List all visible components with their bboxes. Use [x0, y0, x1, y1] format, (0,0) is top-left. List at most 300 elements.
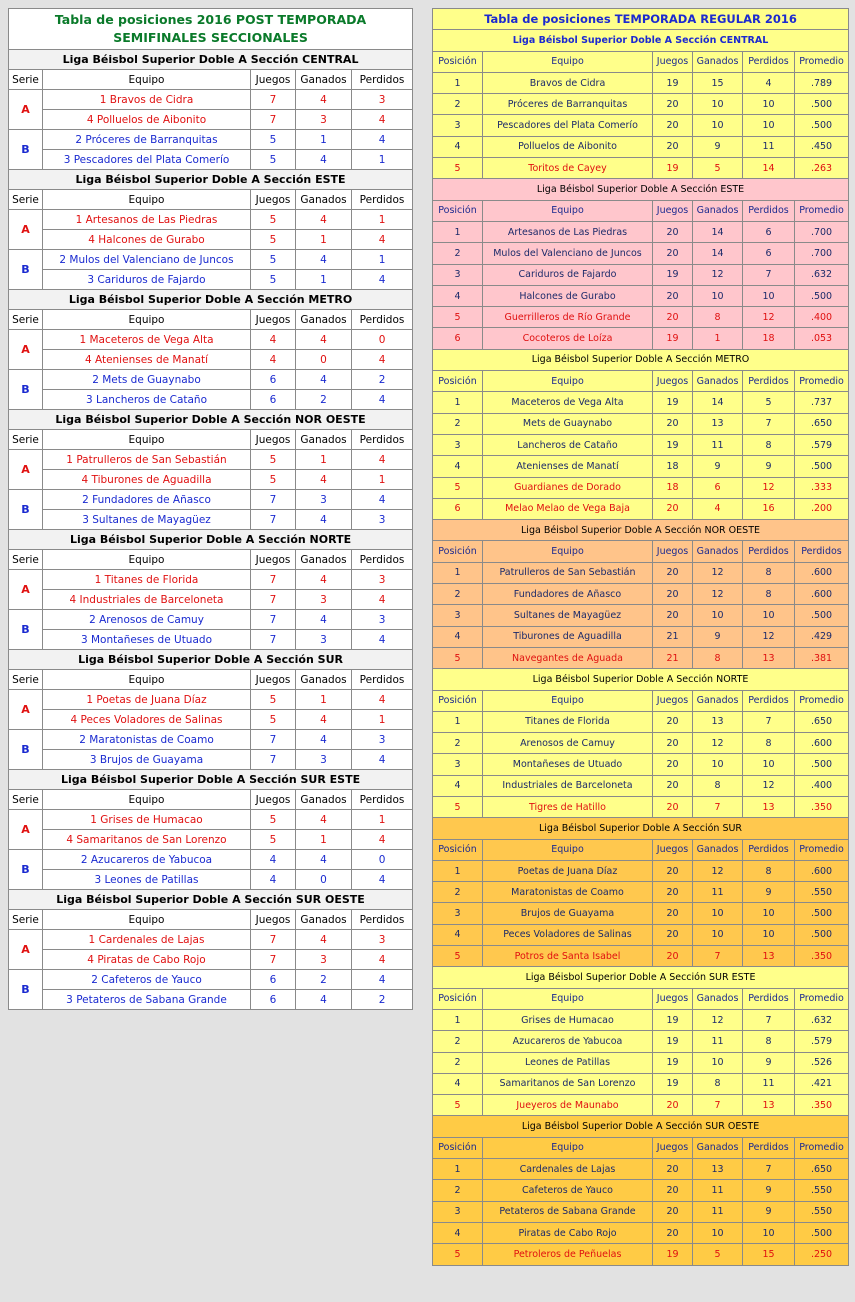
table-row [433, 754, 849, 775]
table-row [9, 270, 413, 290]
column-header: Ganados [296, 790, 352, 810]
stat-cell: 9 [743, 1180, 795, 1201]
stat-cell: .600 [795, 584, 849, 605]
team-name: Cariduros de Fajardo [483, 264, 653, 285]
stat-cell: 4 [296, 730, 352, 750]
stat-cell: 6 [693, 477, 743, 498]
stat-cell: 2 [296, 970, 352, 990]
stat-cell: 4 [433, 1222, 483, 1243]
stat-cell: 1 [433, 392, 483, 413]
stat-cell: 20 [653, 882, 693, 903]
stat-cell: 21 [653, 647, 693, 668]
stat-cell: 11 [743, 136, 795, 157]
stat-cell: .450 [795, 136, 849, 157]
stat-cell: 4 [352, 830, 413, 850]
stat-cell: .579 [795, 434, 849, 455]
column-header: Ganados [296, 550, 352, 570]
stat-cell: 8 [693, 1073, 743, 1094]
stat-cell: 2 [433, 94, 483, 115]
team-name: 1 Poetas de Juana Díaz [43, 690, 251, 710]
stat-cell: 7 [251, 730, 296, 750]
stat-cell: 5 [251, 470, 296, 490]
table-row [433, 584, 849, 605]
stat-cell: 2 [352, 370, 413, 390]
team-name: 1 Maceteros de Vega Alta [43, 330, 251, 350]
stat-cell: 20 [653, 1222, 693, 1243]
column-header: Promedio [795, 371, 849, 392]
column-header: Perdidos [743, 200, 795, 221]
stat-cell: 13 [743, 796, 795, 817]
team-name: 1 Cardenales de Lajas [43, 930, 251, 950]
stat-cell: .350 [795, 796, 849, 817]
table-row [433, 882, 849, 903]
team-name: Poetas de Juana Díaz [483, 860, 653, 881]
stat-cell: .650 [795, 413, 849, 434]
column-header-row [9, 790, 413, 810]
column-header-row [433, 1137, 849, 1158]
team-name: Pescadores del Plata Comerío [483, 115, 653, 136]
regular-season-title: Tabla de posiciones TEMPORADA REGULAR 2016 [433, 9, 849, 30]
table-row [9, 490, 413, 510]
stat-cell: 18 [743, 328, 795, 349]
team-name: Artesanos de Las Piedras [483, 221, 653, 242]
stat-cell: 4 [296, 150, 352, 170]
stat-cell: 3 [296, 490, 352, 510]
stat-cell: 6 [251, 970, 296, 990]
serie-label: B [9, 610, 43, 650]
column-header: Juegos [653, 51, 693, 72]
team-name: 4 Halcones de Gurabo [43, 230, 251, 250]
column-header-row [433, 839, 849, 860]
stat-cell: 18 [653, 456, 693, 477]
stat-cell: 20 [653, 860, 693, 881]
stat-cell: 19 [653, 1073, 693, 1094]
team-name: Cocoteros de Loíza [483, 328, 653, 349]
column-header: Equipo [483, 839, 653, 860]
column-header: Promedio [795, 839, 849, 860]
column-header: Perdidos [352, 70, 413, 90]
stat-cell: 3 [296, 590, 352, 610]
stat-cell: 20 [653, 796, 693, 817]
section-title-row [433, 818, 849, 839]
column-header: Juegos [653, 988, 693, 1009]
stat-cell: 4 [352, 750, 413, 770]
stat-cell: 20 [653, 1095, 693, 1116]
column-header: Posición [433, 541, 483, 562]
stat-cell: 20 [653, 1180, 693, 1201]
stat-cell: 7 [251, 950, 296, 970]
column-header-row [9, 70, 413, 90]
column-header: Juegos [653, 541, 693, 562]
table-row [9, 250, 413, 270]
table-row [433, 94, 849, 115]
stat-cell: 12 [693, 264, 743, 285]
table-row [9, 510, 413, 530]
column-header: Promedio [795, 200, 849, 221]
stat-cell: .500 [795, 924, 849, 945]
team-name: 2 Cafeteros de Yauco [43, 970, 251, 990]
stat-cell: 1 [693, 328, 743, 349]
column-header: Equipo [43, 910, 251, 930]
column-header: Equipo [43, 550, 251, 570]
stat-cell: .350 [795, 1095, 849, 1116]
stat-cell: 4 [296, 510, 352, 530]
column-header: Posición [433, 839, 483, 860]
column-header: Serie [9, 430, 43, 450]
table-row [433, 1095, 849, 1116]
team-name: 3 Brujos de Guayama [43, 750, 251, 770]
stat-cell: 8 [743, 860, 795, 881]
stat-cell: .500 [795, 1222, 849, 1243]
section-title-row [433, 30, 849, 51]
table-row [433, 796, 849, 817]
stat-cell: 20 [653, 285, 693, 306]
section-title-row [9, 410, 413, 430]
column-header: Juegos [251, 670, 296, 690]
stat-cell: 4 [296, 370, 352, 390]
table-row [9, 390, 413, 410]
table-row [9, 850, 413, 870]
stat-cell: 13 [743, 946, 795, 967]
stat-cell: 12 [743, 775, 795, 796]
column-header: Equipo [43, 790, 251, 810]
team-name: 3 Sultanes de Mayagüez [43, 510, 251, 530]
stat-cell: 20 [653, 221, 693, 242]
table-row [433, 221, 849, 242]
team-name: 1 Patrulleros de San Sebastián [43, 450, 251, 470]
stat-cell: .400 [795, 307, 849, 328]
postseason-table [8, 8, 413, 1010]
stat-cell: 5 [251, 230, 296, 250]
section-title-row [433, 1116, 849, 1137]
stat-cell: 6 [251, 990, 296, 1010]
stat-cell: 5 [433, 1095, 483, 1116]
serie-label: A [9, 930, 43, 970]
column-header: Posición [433, 1137, 483, 1158]
stat-cell: .526 [795, 1052, 849, 1073]
stat-cell: 4 [352, 630, 413, 650]
stat-cell: 1 [296, 450, 352, 470]
team-name: Tigres de Hatillo [483, 796, 653, 817]
table-row [9, 90, 413, 110]
stat-cell: 2 [433, 882, 483, 903]
stat-cell: 3 [352, 730, 413, 750]
column-header: Ganados [693, 988, 743, 1009]
stat-cell: 10 [693, 1052, 743, 1073]
stat-cell: 14 [693, 221, 743, 242]
section-title: Liga Béisbol Superior Doble A Sección SUR ESTE [9, 770, 413, 790]
stat-cell: 7 [743, 1009, 795, 1030]
stat-cell: 7 [251, 490, 296, 510]
column-header: Equipo [483, 200, 653, 221]
stat-cell: 4 [296, 990, 352, 1010]
stat-cell: 4 [296, 570, 352, 590]
stat-cell: 19 [653, 1031, 693, 1052]
table-row [9, 150, 413, 170]
column-header: Posición [433, 371, 483, 392]
column-header: Serie [9, 670, 43, 690]
stat-cell: 20 [653, 711, 693, 732]
stat-cell: 4 [296, 610, 352, 630]
stat-cell: 1 [352, 150, 413, 170]
stat-cell: 9 [743, 882, 795, 903]
stat-cell: 20 [653, 413, 693, 434]
column-header: Juegos [251, 430, 296, 450]
stat-cell: 11 [693, 434, 743, 455]
table-row [9, 610, 413, 630]
stat-cell: 11 [693, 1180, 743, 1201]
stat-cell: 6 [251, 370, 296, 390]
stat-cell: 20 [653, 775, 693, 796]
team-name: 3 Leones de Patillas [43, 870, 251, 890]
stat-cell: 1 [352, 810, 413, 830]
team-name: Maceteros de Vega Alta [483, 392, 653, 413]
stat-cell: 10 [693, 285, 743, 306]
table-row [433, 392, 849, 413]
stat-cell: 4 [296, 90, 352, 110]
column-header: Juegos [251, 790, 296, 810]
team-name: 2 Mulos del Valenciano de Juncos [43, 250, 251, 270]
team-name: Azucareros de Yabucoa [483, 1031, 653, 1052]
stat-cell: 5 [433, 1244, 483, 1265]
stat-cell: .737 [795, 392, 849, 413]
column-header: Equipo [483, 541, 653, 562]
stat-cell: 1 [296, 270, 352, 290]
stat-cell: 15 [743, 1244, 795, 1265]
column-header: Perdidos [352, 430, 413, 450]
team-name: Tiburones de Aguadilla [483, 626, 653, 647]
stat-cell: 0 [352, 330, 413, 350]
stat-cell: 4 [433, 924, 483, 945]
stat-cell: .789 [795, 72, 849, 93]
section-title-row [433, 179, 849, 200]
stat-cell: .429 [795, 626, 849, 647]
stat-cell: 3 [352, 610, 413, 630]
stat-cell: 1 [352, 210, 413, 230]
stat-cell: 14 [743, 158, 795, 179]
stat-cell: 7 [251, 590, 296, 610]
stat-cell: 10 [693, 924, 743, 945]
table-row [9, 930, 413, 950]
regular-season-table [432, 8, 849, 1266]
table-row [433, 285, 849, 306]
stat-cell: 3 [433, 754, 483, 775]
stat-cell: 7 [693, 796, 743, 817]
stat-cell: .500 [795, 285, 849, 306]
team-name: 4 Piratas de Cabo Rojo [43, 950, 251, 970]
stat-cell: 1 [352, 470, 413, 490]
column-header: Perdidos [352, 190, 413, 210]
stat-cell: .350 [795, 946, 849, 967]
stat-cell: .632 [795, 1009, 849, 1030]
stat-cell: 7 [251, 610, 296, 630]
stat-cell: .381 [795, 647, 849, 668]
column-header: Serie [9, 550, 43, 570]
table-row [9, 750, 413, 770]
column-header: Ganados [693, 51, 743, 72]
table-row [9, 230, 413, 250]
column-header: Ganados [693, 1137, 743, 1158]
column-header: Juegos [251, 550, 296, 570]
column-header-row [9, 670, 413, 690]
team-name: Próceres de Barranquitas [483, 94, 653, 115]
stat-cell: 5 [743, 392, 795, 413]
stat-cell: 12 [693, 584, 743, 605]
stat-cell: 14 [693, 392, 743, 413]
team-name: Arenosos de Camuy [483, 733, 653, 754]
team-name: Peces Voladores de Salinas [483, 924, 653, 945]
serie-label: A [9, 330, 43, 370]
stat-cell: 10 [743, 605, 795, 626]
column-header: Ganados [693, 200, 743, 221]
stat-cell: .700 [795, 221, 849, 242]
stat-cell: .333 [795, 477, 849, 498]
stat-cell: 1 [352, 710, 413, 730]
team-name: Cafeteros de Yauco [483, 1180, 653, 1201]
postseason-title [9, 9, 413, 50]
stat-cell: 13 [743, 1095, 795, 1116]
table-row [433, 264, 849, 285]
stat-cell: 2 [352, 990, 413, 1010]
column-header-row [433, 988, 849, 1009]
stat-cell: 3 [352, 510, 413, 530]
stat-cell: 4 [352, 490, 413, 510]
column-header: Ganados [693, 541, 743, 562]
stat-cell: 8 [693, 647, 743, 668]
stat-cell: 13 [743, 647, 795, 668]
section-title-row [9, 290, 413, 310]
stat-cell: 13 [693, 1159, 743, 1180]
column-header: Perdidos [743, 1137, 795, 1158]
stat-cell: 1 [433, 1009, 483, 1030]
column-header: Posición [433, 988, 483, 1009]
table-row [433, 733, 849, 754]
stat-cell: .400 [795, 775, 849, 796]
stat-cell: .600 [795, 860, 849, 881]
stat-cell: 8 [743, 434, 795, 455]
team-name: Lancheros de Cataño [483, 434, 653, 455]
team-name: Toritos de Cayey [483, 158, 653, 179]
stat-cell: 4 [296, 810, 352, 830]
column-header-row [9, 310, 413, 330]
table-row [433, 434, 849, 455]
team-name: Grises de Humacao [483, 1009, 653, 1030]
column-header: Juegos [251, 190, 296, 210]
stat-cell: 10 [743, 94, 795, 115]
section-title-row [9, 170, 413, 190]
table-row [433, 1052, 849, 1073]
stat-cell: 1 [433, 860, 483, 881]
team-name: Maratonistas de Coamo [483, 882, 653, 903]
team-name: Leones de Patillas [483, 1052, 653, 1073]
stat-cell: 9 [743, 1052, 795, 1073]
stat-cell: 4 [352, 350, 413, 370]
stat-cell: 3 [433, 115, 483, 136]
stat-cell: .700 [795, 243, 849, 264]
column-header: Equipo [483, 1137, 653, 1158]
table-row [433, 860, 849, 881]
table-row [433, 307, 849, 328]
stat-cell: 7 [251, 90, 296, 110]
stat-cell: 7 [743, 711, 795, 732]
stat-cell: 19 [653, 392, 693, 413]
stat-cell: 5 [251, 830, 296, 850]
column-header: Equipo [483, 371, 653, 392]
stat-cell: 2 [433, 1180, 483, 1201]
table-row [433, 1031, 849, 1052]
stat-cell: 3 [352, 930, 413, 950]
column-header: Juegos [653, 1137, 693, 1158]
stat-cell: 7 [251, 750, 296, 770]
table-row [433, 498, 849, 519]
stat-cell: .500 [795, 456, 849, 477]
table-row [433, 1009, 849, 1030]
stat-cell: 20 [653, 562, 693, 583]
column-header: Equipo [43, 310, 251, 330]
section-title: Liga Béisbol Superior Doble A Sección NORTE [433, 669, 849, 690]
serie-label: B [9, 970, 43, 1010]
section-title-row [9, 530, 413, 550]
stat-cell: 8 [743, 1031, 795, 1052]
stat-cell: 4 [296, 210, 352, 230]
column-header: Equipo [43, 70, 251, 90]
team-name: Cardenales de Lajas [483, 1159, 653, 1180]
team-name: Guerrilleros de Río Grande [483, 307, 653, 328]
section-title: Liga Béisbol Superior Doble A Sección CENTRAL [433, 30, 849, 51]
team-name: Montañeses de Utuado [483, 754, 653, 775]
column-header: Serie [9, 790, 43, 810]
stat-cell: 20 [653, 946, 693, 967]
table-row [433, 243, 849, 264]
stat-cell: 20 [653, 733, 693, 754]
table-row [9, 830, 413, 850]
serie-label: A [9, 90, 43, 130]
table-row [9, 470, 413, 490]
table-row [433, 605, 849, 626]
table-row [433, 477, 849, 498]
stat-cell: 5 [251, 450, 296, 470]
stat-cell: .632 [795, 264, 849, 285]
team-name: Guardianes de Dorado [483, 477, 653, 498]
stat-cell: 5 [251, 250, 296, 270]
stat-cell: 7 [743, 413, 795, 434]
stat-cell: 4 [352, 950, 413, 970]
section-title: Liga Béisbol Superior Doble A Sección SUR OESTE [9, 890, 413, 910]
column-header-row [9, 910, 413, 930]
serie-label: A [9, 690, 43, 730]
stat-cell: 12 [693, 1009, 743, 1030]
section-title: Liga Béisbol Superior Doble A Sección CENTRAL [9, 50, 413, 70]
team-name: Fundadores de Añasco [483, 584, 653, 605]
table-row [9, 950, 413, 970]
stat-cell: .500 [795, 605, 849, 626]
stat-cell: 19 [653, 72, 693, 93]
stat-cell: 20 [653, 924, 693, 945]
table-row [433, 413, 849, 434]
table-row [9, 370, 413, 390]
column-header: Juegos [653, 690, 693, 711]
stat-cell: 4 [296, 250, 352, 270]
stat-cell: 10 [743, 924, 795, 945]
stat-cell: 1 [296, 230, 352, 250]
column-header: Promedio [795, 51, 849, 72]
column-header: Serie [9, 910, 43, 930]
stat-cell: 2 [433, 243, 483, 264]
stat-cell: 3 [433, 903, 483, 924]
stat-cell: .500 [795, 115, 849, 136]
stat-cell: 5 [433, 158, 483, 179]
stat-cell: 12 [693, 733, 743, 754]
